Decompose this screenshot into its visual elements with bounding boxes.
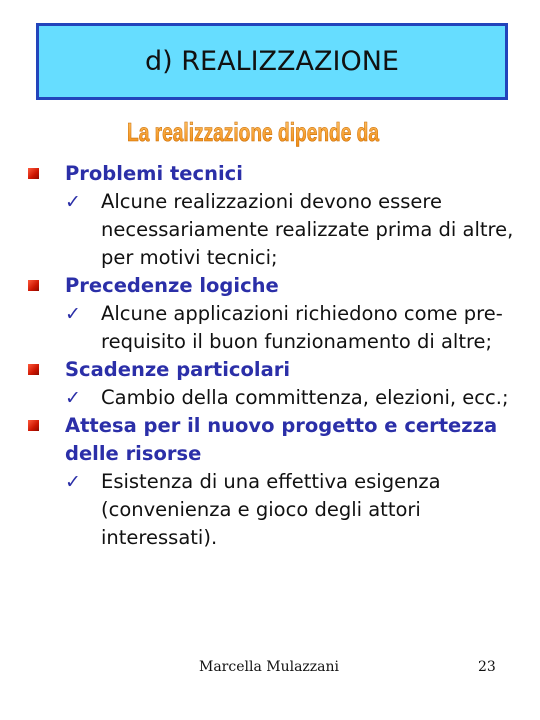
red-square-bullet-icon [28,168,39,179]
sub-item-text: Alcune applicazioni richiedono come pre-requisito il buon funzionamento di altre; [101,302,503,353]
wordart-text: La realizzazione dipende da [127,117,380,147]
sub-item [65,384,528,412]
wordart-subtitle [124,112,382,152]
checkmark-icon: ✓ [65,471,81,493]
sub-item [65,188,528,272]
checkmark-icon: ✓ [65,191,81,213]
sub-item-text: Cambio della committenza, elezioni, ecc.; [101,386,509,409]
title-box [36,23,508,100]
checkmark-icon: ✓ [65,387,81,409]
red-square-bullet-icon [28,420,39,431]
sub-item [65,300,528,356]
bullet-list [28,160,528,552]
checkmark-icon: ✓ [65,303,81,325]
list-item [28,160,528,272]
item-heading: Scadenze particolari [65,358,291,381]
slide-title: d) REALIZZAZIONE [145,46,399,77]
list-item [28,356,528,412]
sub-item [65,468,528,552]
item-heading: Problemi tecnici [65,162,243,185]
item-heading: Precedenze logiche [65,274,279,297]
sub-item-text: Esistenza di una effettiva esigenza (convenienza e gioco degli attori interessati). [101,470,441,549]
red-square-bullet-icon [28,364,39,375]
footer-author: Marcella Mulazzani [199,659,340,675]
red-square-bullet-icon [28,280,39,291]
list-item [28,412,528,552]
sub-item-text: Alcune realizzazioni devono essere necessariamente realizzate prima di altre, per motivi tecnici; [101,190,514,269]
item-heading: Attesa per il nuovo progetto e certezza delle risorse [65,414,498,465]
page-number: 23 [478,659,496,675]
list-item [28,272,528,356]
